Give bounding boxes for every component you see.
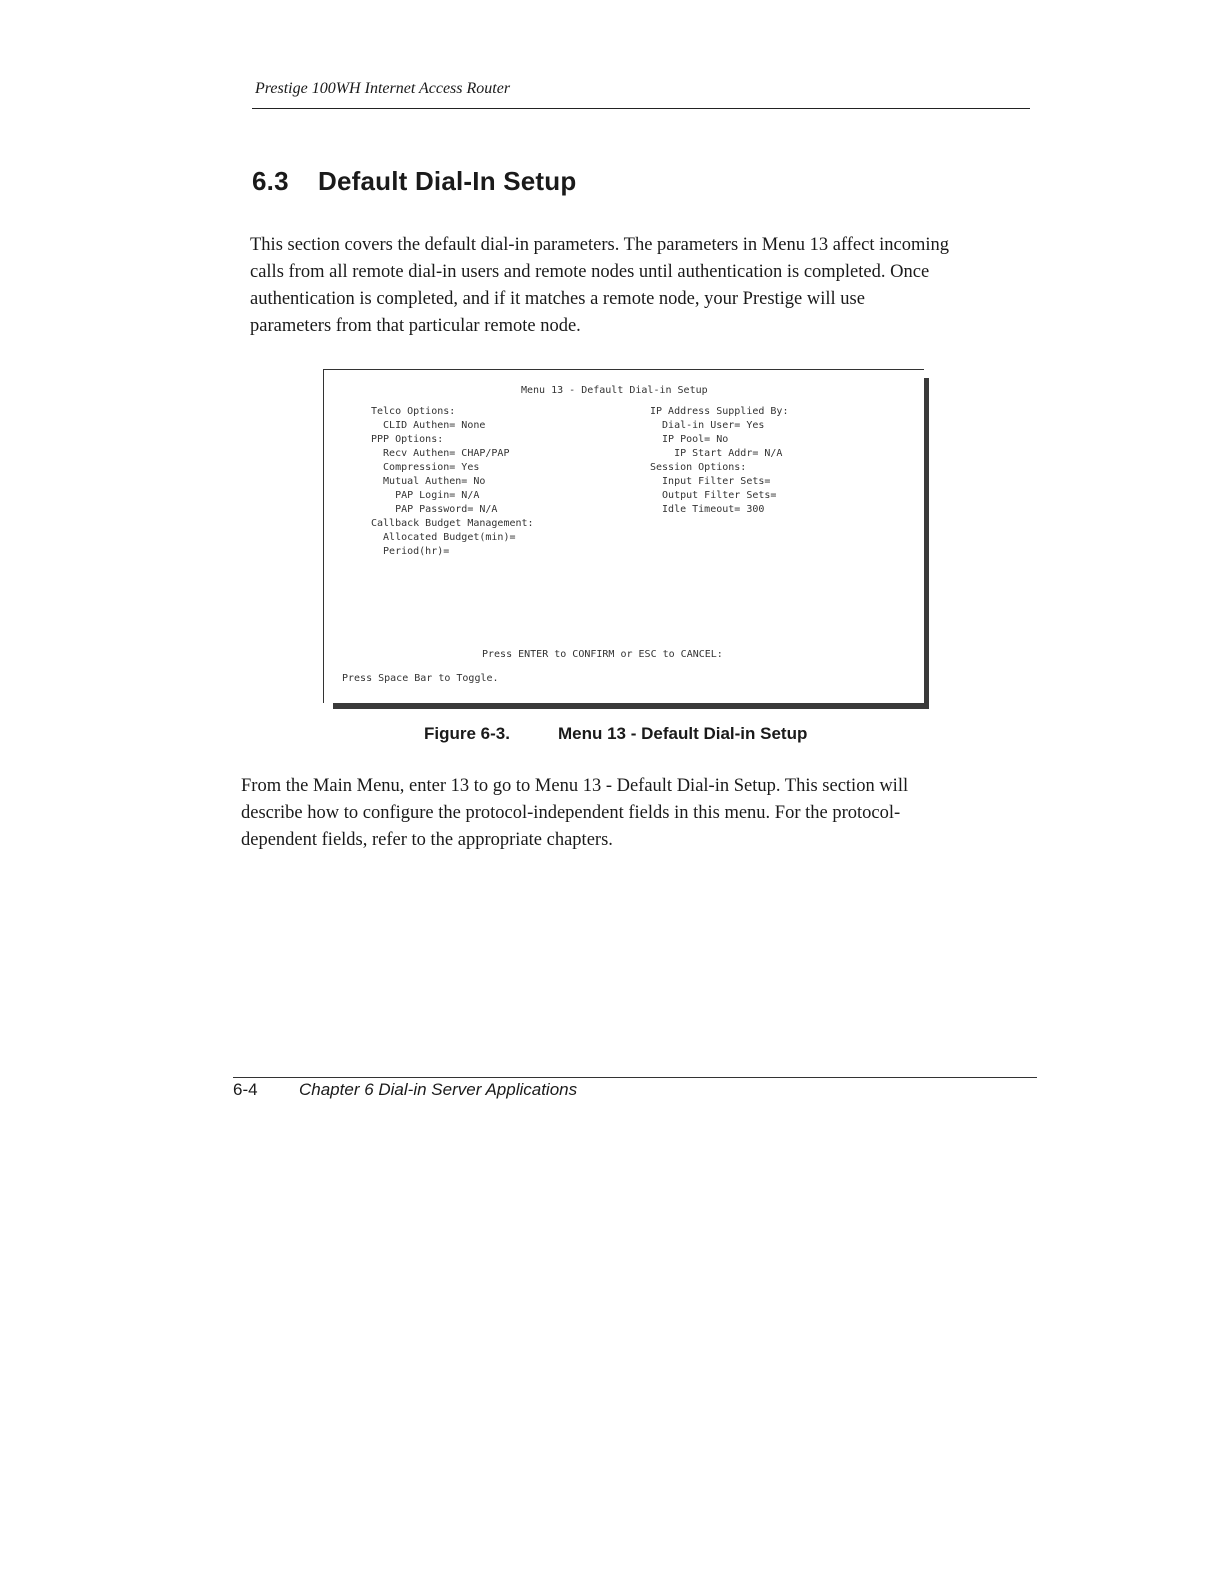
section-title: Default Dial-In Setup bbox=[318, 166, 577, 196]
intro-paragraph bbox=[250, 232, 1030, 340]
screen-line: Period(hr)= bbox=[371, 546, 450, 557]
screen-line: PPP Options: bbox=[371, 434, 444, 445]
intro-line: This section covers the default dial-in parameters. The parameters in Menu 13 affect incoming bbox=[250, 235, 949, 255]
screen-line: Recv Authen= CHAP/PAP bbox=[371, 448, 510, 459]
figure-title: Menu 13 - Default Dial-in Setup bbox=[558, 724, 808, 743]
terminal-screen bbox=[323, 369, 924, 703]
screen-right-column bbox=[650, 405, 788, 517]
body-line: dependent fields, refer to the appropriate chapters. bbox=[241, 830, 613, 850]
header-rule bbox=[252, 108, 1030, 109]
screen-hint: Press Space Bar to Toggle. bbox=[342, 673, 499, 684]
screen-line: Telco Options: bbox=[371, 406, 456, 417]
page-footer bbox=[233, 1080, 577, 1100]
body-paragraph bbox=[241, 773, 1021, 854]
intro-line: authentication is completed, and if it matches a remote node, your Prestige will use bbox=[250, 289, 865, 309]
section-number: 6.3 bbox=[252, 166, 289, 196]
body-line: describe how to configure the protocol-independent fields in this menu. For the protocol- bbox=[241, 803, 901, 823]
footer-rule bbox=[233, 1077, 1037, 1078]
screen-line: PAP Password= N/A bbox=[371, 504, 498, 515]
figure-label: Figure 6-3. bbox=[424, 724, 510, 743]
screen-line: Input Filter Sets= bbox=[650, 476, 771, 487]
screen-line: Compression= Yes bbox=[371, 462, 480, 473]
screen-line: Allocated Budget(min)= bbox=[371, 532, 516, 543]
screen-left-column bbox=[371, 405, 534, 559]
figure-caption bbox=[424, 724, 807, 744]
page-number: 6-4 bbox=[233, 1080, 258, 1099]
intro-line: parameters from that particular remote node. bbox=[250, 316, 581, 336]
screen-line: PAP Login= N/A bbox=[371, 490, 480, 501]
screen-line: Output Filter Sets= bbox=[650, 490, 777, 501]
body-line: From the Main Menu, enter 13 to go to Menu 13 - Default Dial-in Setup. This section will bbox=[241, 776, 909, 796]
screen-line: IP Start Addr= N/A bbox=[650, 448, 783, 459]
screen-line: CLID Authen= None bbox=[371, 420, 486, 431]
screen-prompt: Press ENTER to CONFIRM or ESC to CANCEL: bbox=[482, 649, 723, 660]
screen-line: IP Pool= No bbox=[650, 434, 729, 445]
chapter-title: Chapter 6 Dial-in Server Applications bbox=[299, 1080, 578, 1099]
screen-line: Session Options: bbox=[650, 462, 747, 473]
screen-line: IP Address Supplied By: bbox=[650, 406, 789, 417]
screen-line: Dial-in User= Yes bbox=[650, 420, 765, 431]
screen-line: Mutual Authen= No bbox=[371, 476, 486, 487]
intro-line: calls from all remote dial-in users and remote nodes until authentication is completed. Once bbox=[250, 262, 930, 282]
running-header: Prestige 100WH Internet Access Router bbox=[255, 80, 511, 97]
screen-line: Idle Timeout= 300 bbox=[650, 504, 765, 515]
screen-line: Callback Budget Management: bbox=[371, 518, 534, 529]
section-heading bbox=[252, 166, 576, 197]
screen-title: Menu 13 - Default Dial-in Setup bbox=[521, 385, 708, 396]
